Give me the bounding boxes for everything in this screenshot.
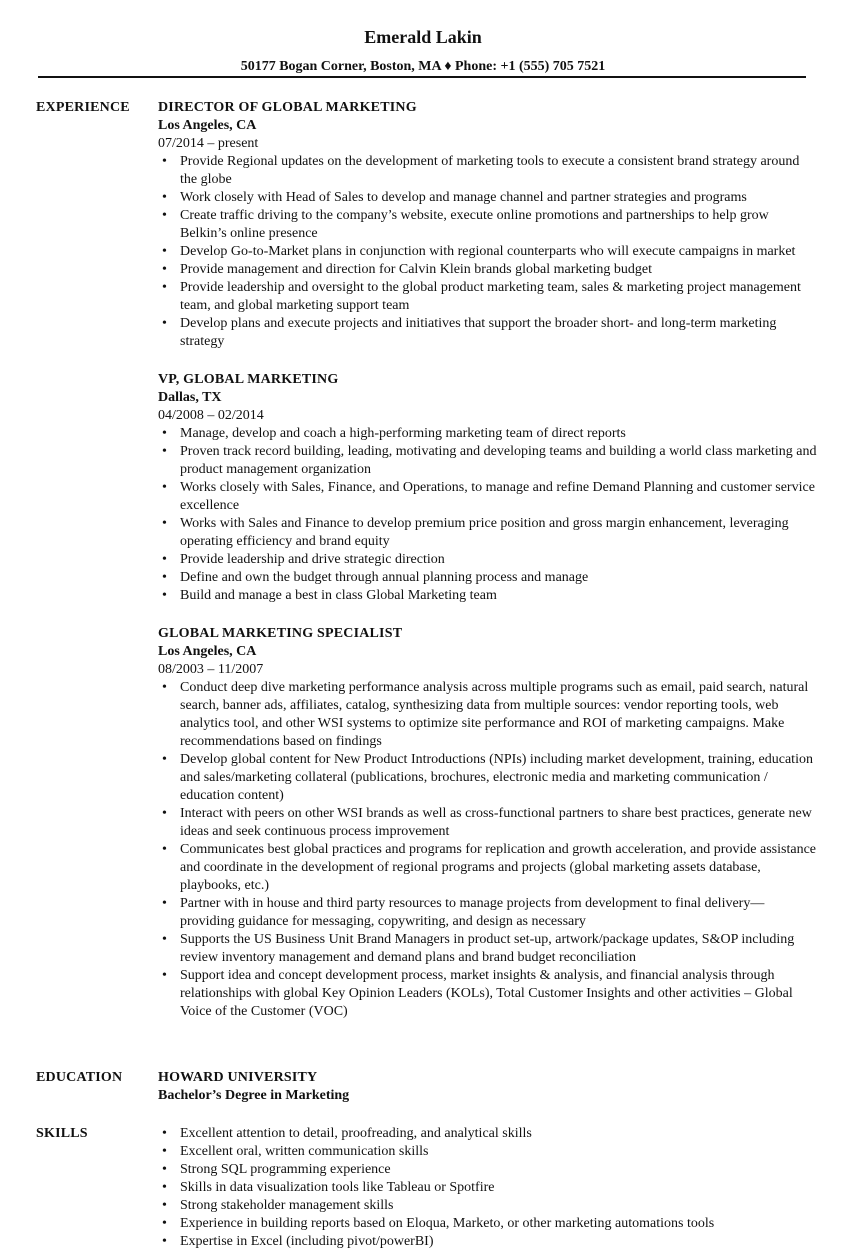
job-dates: 08/2003 – 11/2007 xyxy=(158,662,264,677)
bullet-glyph: • xyxy=(162,932,167,947)
bullet-glyph: • xyxy=(162,1144,167,1159)
bullet-text: Partner with in house and third party resources to manage projects from development to final delivery—providing guidance for messaging, copywriting, and design as necessary xyxy=(180,896,765,929)
skill-item xyxy=(158,1125,818,1143)
bullet-item xyxy=(158,841,818,895)
job-location: Los Angeles, CA xyxy=(158,118,257,133)
candidate-name: Emerald Lakin xyxy=(364,27,482,47)
bullet-item xyxy=(158,189,818,207)
bullet-text: Develop plans and execute projects and initiatives that support the broader short- and long-term marketing strategy xyxy=(180,316,777,349)
bullet-item xyxy=(158,479,818,515)
bullet-item xyxy=(158,515,818,551)
bullet-text: Manage, develop and coach a high-performing marketing team of direct reports xyxy=(180,426,626,441)
bullet-text: Develop Go-to-Market plans in conjunction with regional counterparts who will execute campaigns in market xyxy=(180,244,796,259)
skill-item xyxy=(158,1179,818,1197)
job-location: Los Angeles, CA xyxy=(158,644,257,659)
bullet-glyph: • xyxy=(162,1180,167,1195)
job-entry xyxy=(158,99,818,351)
bullet-item xyxy=(158,207,818,243)
job-bullets xyxy=(158,679,818,1021)
bullet-item xyxy=(158,315,818,351)
bullet-glyph: • xyxy=(162,1216,167,1231)
job-bullets xyxy=(158,425,818,605)
bullet-glyph: • xyxy=(162,752,167,767)
bullet-glyph: • xyxy=(162,316,167,331)
header-divider xyxy=(38,76,806,78)
bullet-item xyxy=(158,279,818,315)
bullet-item xyxy=(158,895,818,931)
job-bullets xyxy=(158,153,818,351)
education-degree: Bachelor’s Degree in Marketing xyxy=(158,1088,350,1103)
skill-text: Experience in building reports based on Eloqua, Marketo, or other marketing automations tools xyxy=(180,1216,715,1231)
bullet-glyph: • xyxy=(162,680,167,695)
section-label-experience: EXPERIENCE xyxy=(36,100,130,115)
bullet-glyph: • xyxy=(162,444,167,459)
bullet-text: Works with Sales and Finance to develop premium price position and gross margin enhancement, leveraging operating efficiency and brand equity xyxy=(180,516,789,549)
bullet-glyph: • xyxy=(162,588,167,603)
bullet-item xyxy=(158,805,818,841)
bullet-text: Works closely with Sales, Finance, and Operations, to manage and refine Demand Planning and customer service excellence xyxy=(180,480,815,513)
skill-text: Strong stakeholder management skills xyxy=(180,1198,394,1213)
bullet-item xyxy=(158,153,818,189)
bullet-glyph: • xyxy=(162,480,167,495)
job-dates: 04/2008 – 02/2014 xyxy=(158,408,264,423)
bullet-item xyxy=(158,261,818,279)
bullet-text: Provide Regional updates on the development of marketing tools to execute a consistent brand strategy around the globe xyxy=(180,154,800,187)
skill-item xyxy=(158,1161,818,1179)
bullet-text: Provide management and direction for Calvin Klein brands global marketing budget xyxy=(180,262,652,277)
bullet-item xyxy=(158,551,818,569)
bullet-text: Develop global content for New Product Introductions (NPIs) including market development, training, education and sales/marketing collateral (publications, brochures, electronic media and marketing communication / education content) xyxy=(180,752,813,803)
bullet-glyph: • xyxy=(162,1234,167,1249)
skills-section xyxy=(158,1125,818,1251)
skill-item xyxy=(158,1233,818,1251)
skill-item xyxy=(158,1215,818,1233)
education-section xyxy=(158,1069,818,1105)
job-entry xyxy=(158,371,818,605)
contact-line: 50177 Bogan Corner, Boston, MA ♦ Phone: +1 (555) 705 7521 xyxy=(240,59,606,74)
bullet-item xyxy=(158,751,818,805)
bullet-item xyxy=(158,443,818,479)
bullet-glyph: • xyxy=(162,262,167,277)
job-title: VP, GLOBAL MARKETING xyxy=(158,372,339,387)
bullet-text: Communicates best global practices and programs for replication and growth acceleration, and provide assistance and coordinate in the development of regional programs and projects (global marketing assets database, playbooks, etc.) xyxy=(180,842,817,893)
bullet-glyph: • xyxy=(162,1126,167,1141)
section-label-skills: SKILLS xyxy=(36,1126,88,1141)
bullet-item xyxy=(158,587,818,605)
bullet-text: Work closely with Head of Sales to develop and manage channel and partner strategies and programs xyxy=(180,190,747,205)
bullet-glyph: • xyxy=(162,426,167,441)
bullet-glyph: • xyxy=(162,806,167,821)
bullet-text: Support idea and concept development process, market insights & analysis, and financial analysis through relationships with global Key Opinion Leaders (KOLs), Total Customer Insights and other activities – Global Voice of the Customer (VOC) xyxy=(180,968,793,1019)
bullet-item xyxy=(158,569,818,587)
bullet-text: Provide leadership and oversight to the global product marketing team, sales & marketing project management team, and global marketing support team xyxy=(180,280,801,313)
bullet-text: Proven track record building, leading, motivating and developing teams and building a world class marketing and product management organization xyxy=(180,444,817,477)
job-location: Dallas, TX xyxy=(158,390,222,405)
bullet-glyph: • xyxy=(162,190,167,205)
bullet-text: Define and own the budget through annual planning process and manage xyxy=(180,570,589,585)
experience-section xyxy=(158,99,818,1041)
bullet-glyph: • xyxy=(162,842,167,857)
bullet-item xyxy=(158,931,818,967)
bullet-glyph: • xyxy=(162,968,167,983)
bullet-glyph: • xyxy=(162,208,167,223)
bullet-item xyxy=(158,243,818,261)
bullet-item xyxy=(158,679,818,751)
bullet-text: Create traffic driving to the company’s website, execute online promotions and partnerships to help grow Belkin’s online presence xyxy=(180,208,769,241)
bullet-glyph: • xyxy=(162,552,167,567)
bullet-glyph: • xyxy=(162,896,167,911)
job-title: DIRECTOR OF GLOBAL MARKETING xyxy=(158,100,417,115)
skill-item xyxy=(158,1143,818,1161)
bullet-glyph: • xyxy=(162,154,167,169)
bullet-text: Supports the US Business Unit Brand Managers in product set-up, artwork/package updates, S&OP including review inventory management and demand plans and brand budget reconciliation xyxy=(180,932,795,965)
bullet-text: Conduct deep dive marketing performance analysis across multiple programs such as email, paid search, natural search, banner ads, affiliates, catalog, synthesizing data from multiple sources: vendor reporting tools, web analytics tool, and other WSI systems to optimize site performance and ROI of marketing campaigns. Make recommendations based on findings xyxy=(180,680,809,749)
bullet-glyph: • xyxy=(162,244,167,259)
bullet-glyph: • xyxy=(162,1198,167,1213)
bullet-glyph: • xyxy=(162,570,167,585)
skill-text: Excellent oral, written communication skills xyxy=(180,1144,429,1159)
bullet-text: Build and manage a best in class Global Marketing team xyxy=(180,588,497,603)
section-label-education: EDUCATION xyxy=(36,1070,123,1085)
skill-item xyxy=(158,1197,818,1215)
bullet-glyph: • xyxy=(162,1162,167,1177)
job-dates: 07/2014 – present xyxy=(158,136,259,151)
job-entry xyxy=(158,625,818,1021)
skill-text: Excellent attention to detail, proofreading, and analytical skills xyxy=(180,1126,532,1141)
skills-list xyxy=(158,1125,818,1251)
job-title: GLOBAL MARKETING SPECIALIST xyxy=(158,626,403,641)
skill-text: Skills in data visualization tools like Tableau or Spotfire xyxy=(180,1180,495,1195)
bullet-glyph: • xyxy=(162,280,167,295)
bullet-item xyxy=(158,967,818,1021)
education-school: HOWARD UNIVERSITY xyxy=(158,1070,318,1085)
bullet-item xyxy=(158,425,818,443)
bullet-glyph: • xyxy=(162,516,167,531)
skill-text: Expertise in Excel (including pivot/powerBI) xyxy=(180,1234,434,1249)
skill-text: Strong SQL programming experience xyxy=(180,1162,391,1177)
bullet-text: Provide leadership and drive strategic direction xyxy=(180,552,445,567)
bullet-text: Interact with peers on other WSI brands as well as cross-functional partners to share best practices, generate new ideas and seek continuous process improvement xyxy=(180,806,812,839)
